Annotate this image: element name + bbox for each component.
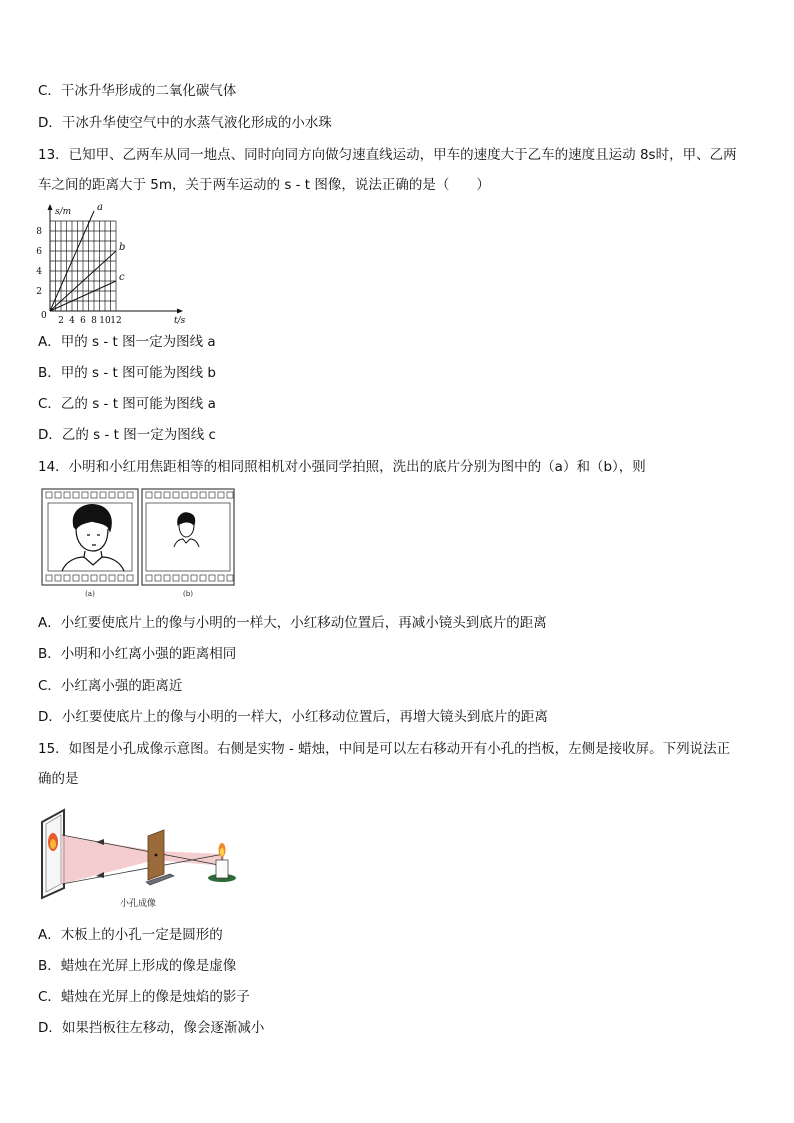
film-perforation — [173, 492, 179, 498]
q13-st-graph — [30, 203, 190, 325]
q14-option-b: B．小明和小红离小强的距离相同 — [38, 646, 237, 662]
film-perforation — [91, 492, 97, 498]
film-perforation — [182, 575, 188, 581]
film-perforation — [200, 575, 206, 581]
series-label-c: c — [119, 272, 125, 283]
film-perforation — [73, 575, 79, 581]
film-perforation — [218, 575, 224, 581]
q13-y-arrow — [48, 204, 53, 210]
q14-film-negatives-figure — [40, 487, 236, 599]
x-tick-label: 12 — [110, 316, 122, 325]
q13-grid — [50, 221, 116, 311]
film-perforation — [155, 492, 161, 498]
film-perforation — [100, 492, 106, 498]
q15-stem-line1: 15．如图是小孔成像示意图。右侧是实物 - 蜡烛，中间是可以左右移动开有小孔的挡板，左侧是接收屏。下列说法正 — [38, 741, 731, 757]
film-perforation — [64, 575, 70, 581]
film-perforation — [127, 575, 133, 581]
prev-option-d: D．干冰升华使空气中的水蒸气液化形成的小水珠 — [38, 115, 332, 131]
film-perforation — [118, 492, 124, 498]
film-a — [42, 489, 138, 585]
film-perforation — [209, 575, 215, 581]
q13-x-axis-label: t/s — [174, 316, 186, 325]
film-perforation — [55, 575, 61, 581]
q14-option-a: A．小红要使底片上的像与小明的一样大，小红移动位置后，再减小镜头到底片的距离 — [38, 615, 547, 631]
film-perforation — [218, 492, 224, 498]
film-perforation — [191, 492, 197, 498]
film-perforation — [146, 492, 152, 498]
q14-label-a: (a) — [85, 590, 95, 598]
x-tick-label: 4 — [69, 316, 75, 325]
q15-stem-line2: 确的是 — [38, 771, 79, 787]
film-perforation — [82, 575, 88, 581]
q14-stem: 14．小明和小红用焦距相等的相同照相机对小强同学拍照，洗出的底片分别为图中的（a）和（b），则 — [38, 459, 646, 475]
q15-pinhole-camera-figure — [38, 802, 248, 914]
film-perforation — [227, 492, 233, 498]
film-perforation — [118, 575, 124, 581]
film-perforation — [100, 575, 106, 581]
q13-stem-line2: 车之间的距离大于 5m，关于两车运动的 s - t 图像，说法正确的是（ ） — [38, 177, 490, 193]
y-tick-label: 2 — [36, 287, 42, 297]
prev-option-c: C．干冰升华形成的二氧化碳气体 — [38, 83, 237, 99]
q13-option-d: D．乙的 s - t 图一定为图线 c — [38, 427, 216, 443]
q13-option-a: A．甲的 s - t 图一定为图线 a — [38, 334, 216, 350]
x-tick-label: 6 — [80, 316, 86, 325]
q14-option-c: C．小红离小强的距离近 — [38, 678, 183, 694]
film-perforation — [46, 575, 52, 581]
film-perforation — [164, 492, 170, 498]
q15-option-b: B．蜡烛在光屏上形成的像是虚像 — [38, 958, 237, 974]
q15-figure-caption: 小孔成像 — [119, 899, 157, 909]
film-perforation — [155, 575, 161, 581]
x-tick-label: 10 — [99, 316, 111, 325]
q13-option-c: C．乙的 s - t 图可能为图线 a — [38, 396, 216, 412]
film-b — [142, 489, 234, 585]
screen-icon — [42, 810, 64, 898]
x-tick-label: 8 — [91, 316, 97, 325]
film-perforation — [46, 492, 52, 498]
film-perforation — [91, 575, 97, 581]
film-perforation — [182, 492, 188, 498]
q14-label-b: (b) — [183, 590, 193, 598]
film-perforation — [191, 575, 197, 581]
y-tick-label: 4 — [36, 267, 42, 277]
film-perforation — [55, 492, 61, 498]
film-perforation — [73, 492, 79, 498]
y-tick-label: 6 — [36, 247, 42, 257]
film-perforation — [82, 492, 88, 498]
q15-option-c: C．蜡烛在光屏上的像是烛焰的影子 — [38, 989, 250, 1005]
film-perforation — [200, 492, 206, 498]
series-label-a: a — [97, 203, 103, 213]
q14-option-d: D．小红要使底片上的像与小明的一样大，小红移动位置后，再增大镜头到底片的距离 — [38, 709, 548, 725]
q15-option-a: A．木板上的小孔一定是圆形的 — [38, 927, 223, 943]
film-perforation — [164, 575, 170, 581]
film-perforation — [146, 575, 152, 581]
q13-x-arrow — [177, 309, 183, 314]
q13-stem-line1: 13．已知甲、乙两车从同一地点、同时向同方向做匀速直线运动，甲车的速度大于乙车的速度且运动 8s时，甲、乙两 — [38, 147, 737, 163]
film-perforation — [127, 492, 133, 498]
y-tick-label: 8 — [36, 227, 42, 237]
film-perforation — [227, 575, 233, 581]
film-perforation — [209, 492, 215, 498]
q13-y-axis-label: s/m — [55, 207, 72, 217]
series-label-b: b — [119, 242, 126, 253]
light-beams — [62, 835, 224, 884]
film-perforation — [173, 575, 179, 581]
x-tick-label: 2 — [58, 316, 64, 325]
q15-option-d: D．如果挡板往左移动，像会逐渐减小 — [38, 1020, 265, 1036]
film-perforation — [109, 575, 115, 581]
film-perforation — [109, 492, 115, 498]
q13-origin-label: 0 — [41, 311, 47, 321]
film-perforation — [64, 492, 70, 498]
inverted-flame-image — [48, 833, 58, 851]
q13-option-b: B．甲的 s - t 图可能为图线 b — [38, 365, 216, 381]
